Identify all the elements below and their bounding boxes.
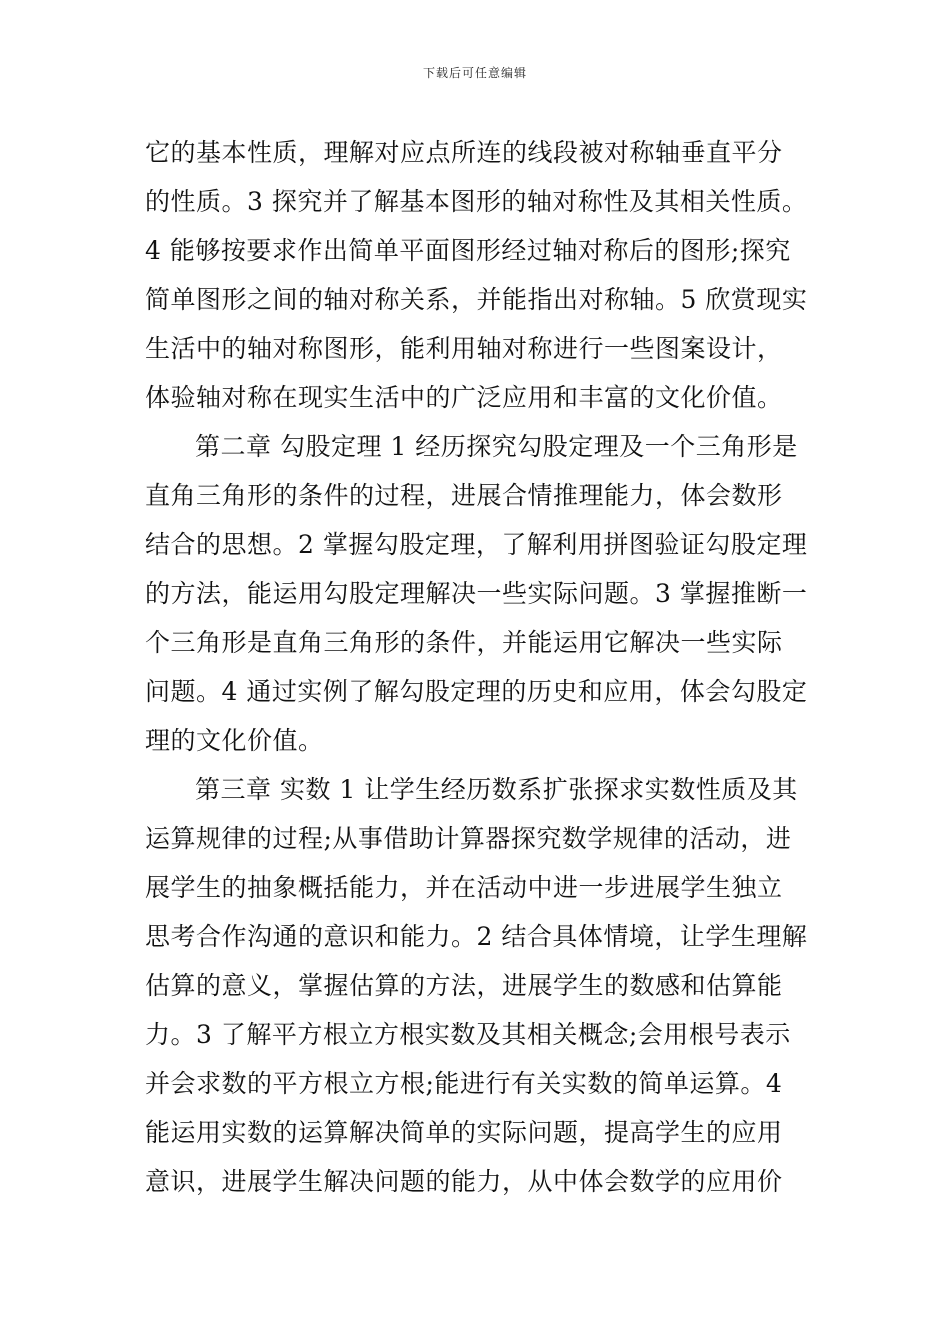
body-line: 估算的意义，掌握估算的方法，进展学生的数感和估算能 — [145, 971, 783, 1000]
body-line: 能运用实数的运算解决简单的实际问题，提高学生的应用 — [145, 1118, 783, 1147]
body-line: 的性质。3 探究并了解基本图形的轴对称性及其相关性质。 — [145, 187, 808, 216]
body-line: 的方法，能运用勾股定理解决一些实际问题。3 掌握推断一 — [145, 579, 808, 608]
body-line: 个三角形是直角三角形的条件，并能运用它解决一些实际 — [145, 628, 783, 657]
body-line: 结合的思想。2 掌握勾股定理，了解利用拼图验证勾股定理 — [145, 530, 808, 559]
body-line: 思考合作沟通的意识和能力。2 结合具体情境，让学生理解 — [145, 922, 808, 951]
body-line: 直角三角形的条件的过程，进展合情推理能力，体会数形 — [145, 481, 783, 510]
page-header: 下载后可任意编辑 — [422, 66, 527, 80]
chapter-two-heading-line: 第二章 勾股定理 1 经历探究勾股定理及一个三角形是 — [195, 432, 798, 461]
body-line: 意识，进展学生解决问题的能力，从中体会数学的应用价 — [145, 1167, 783, 1196]
body-line: 力。3 了解平方根立方根实数及其相关概念;会用根号表示 — [145, 1020, 791, 1049]
body-line: 展学生的抽象概括能力，并在活动中进一步进展学生独立 — [145, 873, 783, 902]
chapter-three-heading-line: 第三章 实数 1 让学生经历数系扩张探求实数性质及其 — [195, 775, 798, 804]
body-line: 简单图形之间的轴对称关系，并能指出对称轴。5 欣赏现实 — [145, 285, 808, 314]
body-line: 理的文化价值。 — [145, 726, 324, 755]
body-line: 问题。4 通过实例了解勾股定理的历史和应用，体会勾股定 — [145, 677, 808, 706]
body-line: 生活中的轴对称图形，能利用轴对称进行一些图案设计， — [145, 334, 783, 363]
body-line: 体验轴对称在现实生活中的广泛应用和丰富的文化价值。 — [145, 383, 783, 412]
body-line: 4 能够按要求作出简单平面图形经过轴对称后的图形;探究 — [145, 236, 791, 265]
body-line: 并会求数的平方根立方根;能进行有关实数的简单运算。4 — [145, 1069, 783, 1098]
body-line: 它的基本性质，理解对应点所连的线段被对称轴垂直平分 — [145, 138, 783, 167]
body-line: 运算规律的过程;从事借助计算器探究数学规律的活动，进 — [145, 824, 792, 853]
